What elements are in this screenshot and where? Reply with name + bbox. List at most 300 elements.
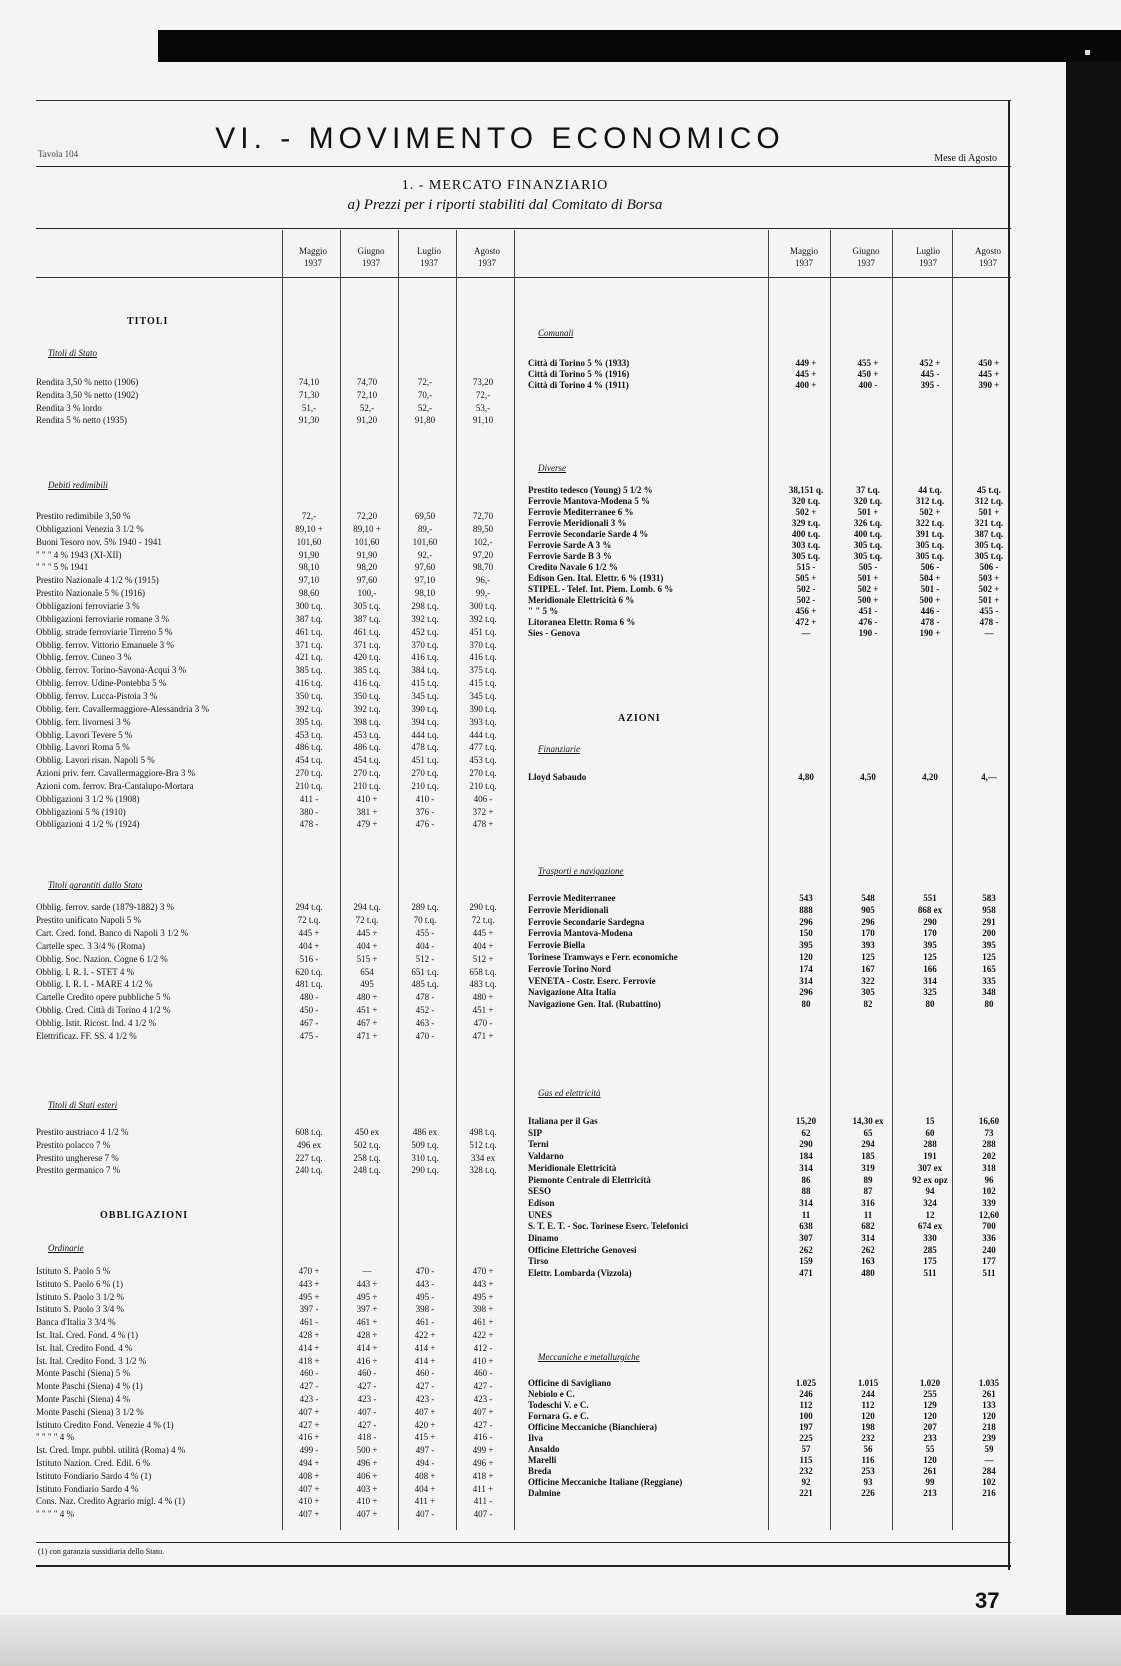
price-cell: 53,- bbox=[475, 402, 491, 413]
price-cell: 481 t.q. bbox=[295, 979, 323, 990]
price-cell: 416 t.q. bbox=[295, 678, 323, 688]
price-cell: 210 t.q. bbox=[295, 780, 323, 791]
price-cell: 495 + bbox=[298, 1291, 320, 1302]
row-label: Breda bbox=[528, 1466, 552, 1476]
row-label: Rendita 3,50 % netto (1906) bbox=[36, 377, 139, 387]
price-cell: 505 + bbox=[795, 573, 817, 583]
price-cell: 72,- bbox=[301, 511, 317, 521]
row-label: Ist. Ital. Cred. Fond. 4 % (1) bbox=[36, 1330, 138, 1340]
price-cell: 96,- bbox=[475, 575, 491, 586]
right-col-header: Luglio 1937 bbox=[916, 246, 940, 268]
price-cell: 486 t.q. bbox=[295, 742, 323, 753]
price-cell: 60 bbox=[925, 1127, 935, 1138]
price-cell: 310 t.q. bbox=[411, 1152, 439, 1163]
table-row bbox=[528, 378, 1020, 392]
table-row bbox=[36, 1016, 516, 1030]
table-row bbox=[36, 926, 516, 940]
table-row bbox=[36, 805, 516, 819]
price-cell: 443 + bbox=[472, 1278, 494, 1289]
table-row bbox=[36, 753, 516, 767]
price-cell: 387 t.q. bbox=[295, 613, 323, 624]
price-cell: 905 bbox=[861, 904, 875, 915]
price-cell: 497 - bbox=[415, 1445, 435, 1456]
table-row bbox=[36, 952, 516, 966]
price-cell: 443 + bbox=[298, 1278, 320, 1289]
row-label: Monte Paschi (Siena) 3 1/2 % bbox=[36, 1406, 144, 1417]
row-label: Istituto Credito Fond. Venezie 4 % (1) bbox=[36, 1419, 174, 1430]
row-label: Obblig. ferr. livornesi 3 % bbox=[36, 716, 131, 727]
row-label: Azioni com. ferrov. Bra-Cantalupo-Mortara bbox=[36, 780, 194, 791]
price-cell: 385 t.q. bbox=[295, 665, 323, 676]
price-cell: 460 - bbox=[299, 1368, 319, 1379]
month-label: Mese di Agosto bbox=[934, 153, 997, 164]
price-cell: 868 ex bbox=[917, 904, 943, 915]
price-cell: 427 - bbox=[415, 1381, 435, 1392]
price-cell: 91,80 bbox=[414, 415, 436, 426]
price-cell: 499 + bbox=[472, 1445, 494, 1456]
table-row bbox=[36, 965, 516, 979]
price-cell: 88 bbox=[801, 1186, 811, 1197]
row-label: Cartelle spec. 3 3/4 % (Roma) bbox=[36, 940, 145, 951]
price-cell: 480 bbox=[861, 1268, 875, 1279]
price-cell: — bbox=[984, 628, 994, 638]
price-cell: 80 bbox=[984, 999, 994, 1010]
price-cell: 411 + bbox=[472, 1483, 494, 1494]
left-col-header: Giugno 1937 bbox=[357, 246, 385, 268]
price-cell: 322 bbox=[861, 975, 875, 986]
price-cell: 101,60 bbox=[296, 536, 322, 547]
price-cell: 499 - bbox=[299, 1445, 319, 1456]
price-cell: 175 bbox=[923, 1256, 937, 1267]
price-cell: 324 bbox=[923, 1197, 937, 1208]
price-cell: 305 t.q. bbox=[974, 540, 1004, 550]
price-cell: 92 bbox=[801, 1477, 811, 1487]
price-cell: 98,20 bbox=[356, 562, 378, 573]
price-cell: 415 t.q. bbox=[411, 678, 439, 688]
price-cell: 483 t.q. bbox=[469, 979, 497, 990]
row-label: Ist. Ital. Credito Fond. 4 % bbox=[36, 1342, 133, 1353]
row-label: Obblig. Soc. Nazion. Cogne 6 1/2 % bbox=[36, 953, 168, 964]
price-cell: 322 t.q. bbox=[915, 518, 945, 528]
price-cell: 239 bbox=[982, 1433, 996, 1443]
group-title: Ordinarie bbox=[48, 1243, 84, 1253]
price-cell: 15,20 bbox=[795, 1116, 817, 1126]
price-cell: 418 - bbox=[357, 1432, 377, 1443]
price-cell: 72,20 bbox=[356, 511, 378, 521]
header-bottom-rule bbox=[36, 277, 1011, 278]
table-row bbox=[36, 990, 516, 1004]
row-label: Obblig. ferrov. Cuneo 3 % bbox=[36, 652, 132, 663]
price-cell: 496 + bbox=[472, 1458, 494, 1468]
price-cell: 52,- bbox=[359, 402, 375, 413]
row-label: Meridionale Elettricità 6 % bbox=[528, 595, 635, 605]
price-cell: 72 t.q. bbox=[297, 914, 321, 925]
obbligazioni-heading: OBBLIGAZIONI bbox=[100, 1210, 189, 1221]
row-label: Obblig. ferr. Cavallermaggiore-Alessandria 3 % bbox=[36, 703, 209, 714]
group-title: Finanziarie bbox=[538, 744, 580, 754]
price-cell: 96 bbox=[984, 1174, 994, 1185]
price-cell: 74,70 bbox=[356, 377, 378, 387]
price-cell: 551 bbox=[923, 893, 937, 903]
row-label: Elettrificaz. FF. SS. 4 1/2 % bbox=[36, 1031, 137, 1041]
price-cell: 102 bbox=[982, 1186, 996, 1197]
price-cell: 404 + bbox=[472, 940, 494, 951]
price-cell: 72,- bbox=[475, 389, 491, 400]
price-cell: 91,20 bbox=[356, 415, 378, 426]
price-cell: 450 - bbox=[299, 1005, 319, 1016]
price-cell: 427 - bbox=[357, 1381, 377, 1392]
price-cell: 285 bbox=[923, 1244, 937, 1255]
row-label: Ferrovie Biella bbox=[528, 940, 586, 951]
price-cell: 476 - bbox=[415, 819, 435, 830]
price-cell: 375 t.q. bbox=[469, 665, 497, 676]
price-cell: 305 t.q. bbox=[853, 551, 883, 561]
price-cell: 233 bbox=[923, 1433, 937, 1443]
price-cell: 494 + bbox=[298, 1458, 320, 1468]
price-cell: 443 + bbox=[356, 1278, 378, 1289]
price-cell: 221 bbox=[799, 1488, 813, 1498]
price-cell: 397 - bbox=[299, 1304, 319, 1315]
price-cell: 51,- bbox=[301, 402, 317, 413]
price-cell: 1.020 bbox=[919, 1378, 941, 1388]
price-cell: — bbox=[362, 1266, 372, 1276]
price-cell: 495 - bbox=[415, 1291, 435, 1302]
price-cell: 336 bbox=[982, 1233, 996, 1243]
price-cell: 471 + bbox=[472, 1031, 494, 1041]
price-cell: 102,- bbox=[473, 536, 493, 547]
row-label: Prestito unificato Napoli 5 % bbox=[36, 914, 141, 925]
price-cell: 428 + bbox=[356, 1330, 378, 1340]
row-label: Meridionale Elettricità bbox=[528, 1162, 617, 1173]
price-cell: 410 + bbox=[298, 1496, 320, 1507]
row-label: " " " " 4 % bbox=[36, 1432, 74, 1443]
price-cell: 450 + bbox=[978, 358, 1000, 368]
price-cell: 73 bbox=[984, 1127, 994, 1138]
price-cell: 455 - bbox=[415, 927, 435, 938]
price-cell: 475 - bbox=[299, 1031, 319, 1041]
price-cell: 91,30 bbox=[298, 415, 320, 426]
price-cell: 120 bbox=[982, 1411, 996, 1421]
price-cell: 496 + bbox=[356, 1458, 378, 1468]
price-cell: 305 t.q. bbox=[974, 551, 1004, 561]
row-label: Monte Paschi (Siena) 4 % bbox=[36, 1394, 130, 1404]
price-cell: 420 + bbox=[414, 1419, 436, 1430]
price-cell: 325 bbox=[923, 987, 937, 998]
price-cell: 500 + bbox=[356, 1445, 378, 1456]
price-cell: 511 bbox=[923, 1268, 937, 1279]
price-cell: 502 + bbox=[857, 584, 879, 594]
row-label: Obbligazioni ferroviarie romane 3 % bbox=[36, 613, 169, 624]
price-cell: 415 + bbox=[414, 1432, 436, 1443]
price-cell: 427 - bbox=[299, 1381, 319, 1392]
row-label: Cons. Naz. Credito Agrario migl. 4 % (1) bbox=[36, 1496, 185, 1507]
price-cell: 478 t.q. bbox=[411, 742, 439, 753]
price-cell: 248 t.q. bbox=[353, 1165, 381, 1176]
price-cell: 395 - bbox=[920, 379, 940, 390]
table-row bbox=[528, 1266, 1020, 1280]
price-cell: 682 bbox=[861, 1221, 875, 1232]
row-label: " " " 5 % 1941 bbox=[36, 562, 89, 573]
price-cell: 314 bbox=[923, 975, 937, 986]
price-cell: 112 bbox=[861, 1400, 875, 1410]
price-cell: 380 - bbox=[299, 806, 319, 817]
row-label: Todeschi V. e C. bbox=[528, 1400, 589, 1410]
price-cell: 414 + bbox=[414, 1342, 436, 1353]
price-cell: 416 + bbox=[356, 1355, 378, 1366]
price-cell: 400 t.q. bbox=[853, 529, 883, 539]
price-cell: 501 - bbox=[920, 584, 940, 594]
price-cell: 92 ex opz bbox=[912, 1174, 948, 1185]
azioni-heading: AZIONI bbox=[618, 713, 661, 724]
price-cell: 418 + bbox=[472, 1470, 494, 1481]
price-cell: 516 - bbox=[299, 953, 319, 964]
price-cell: 392 t.q. bbox=[411, 613, 439, 624]
price-cell: 385 t.q. bbox=[353, 665, 381, 676]
table-row bbox=[36, 560, 516, 574]
price-cell: 290 t.q. bbox=[411, 1165, 439, 1176]
price-cell: 472 + bbox=[795, 617, 817, 627]
price-cell: 11 bbox=[801, 1209, 811, 1220]
price-cell: 305 bbox=[861, 987, 875, 998]
table-row bbox=[36, 676, 516, 690]
price-cell: 501 + bbox=[978, 595, 1000, 605]
page-number: 37 bbox=[975, 1588, 1000, 1613]
price-cell: 503 + bbox=[978, 573, 1000, 583]
price-cell: 102 bbox=[982, 1477, 996, 1487]
right-col-header: Giugno 1937 bbox=[852, 246, 880, 268]
price-cell: 390 t.q. bbox=[411, 703, 439, 714]
price-cell: 479 + bbox=[356, 819, 378, 830]
group-title: Diverse bbox=[538, 463, 566, 473]
price-cell: 262 bbox=[799, 1244, 813, 1255]
table-row bbox=[36, 1507, 516, 1521]
row-label: Obblig. ferrov. Udine-Pontebba 5 % bbox=[36, 678, 167, 688]
price-cell: 92,- bbox=[417, 549, 433, 560]
price-cell: 72 t.q. bbox=[355, 914, 379, 925]
table-row bbox=[528, 626, 1020, 640]
price-cell: 314 bbox=[799, 975, 813, 986]
row-label: Città di Torino 5 % (1916) bbox=[528, 368, 630, 379]
price-cell: 506 - bbox=[979, 562, 999, 572]
price-cell: 246 bbox=[799, 1389, 813, 1399]
price-cell: 294 bbox=[861, 1139, 875, 1150]
row-label: Obbligazioni Venezia 3 1/2 % bbox=[36, 523, 144, 534]
row-label: Prestito ungherese 7 % bbox=[36, 1152, 119, 1163]
row-label: Ist. Cred. Impr. pubbl. utilità (Roma) 4 % bbox=[36, 1445, 186, 1456]
price-cell: 80 bbox=[925, 999, 935, 1010]
price-cell: 548 bbox=[861, 893, 875, 903]
price-cell: 404 + bbox=[298, 940, 320, 951]
price-cell: 56 bbox=[863, 1444, 873, 1454]
row-label: Ansaldo bbox=[528, 1444, 560, 1454]
row-label: Officine Meccaniche (Bianchiera) bbox=[528, 1422, 657, 1432]
price-cell: 408 + bbox=[414, 1470, 436, 1481]
row-label: Rendita 5 % netto (1935) bbox=[36, 415, 127, 426]
price-cell: 451 t.q. bbox=[411, 755, 439, 766]
table-row bbox=[36, 413, 516, 427]
price-cell: 150 bbox=[799, 928, 813, 939]
row-label: Obblig. ferrov. Lucca-Pistoia 3 % bbox=[36, 690, 158, 701]
table-row bbox=[528, 997, 1020, 1011]
price-cell: 423 - bbox=[299, 1394, 319, 1404]
price-cell: 298 t.q. bbox=[411, 601, 439, 611]
price-cell: 70 t.q. bbox=[413, 914, 437, 925]
price-cell: 407 - bbox=[415, 1509, 435, 1520]
price-cell: 470 + bbox=[298, 1266, 320, 1276]
row-label: Cart. Cred. fond. Banco di Napoli 3 1/2 % bbox=[36, 927, 189, 938]
price-cell: 57 bbox=[801, 1444, 811, 1454]
price-cell: 445 + bbox=[356, 927, 378, 938]
price-cell: 411 - bbox=[473, 1496, 493, 1507]
price-cell: 452 + bbox=[919, 358, 941, 368]
price-cell: 461 - bbox=[299, 1317, 319, 1328]
titoli-heading: TITOLI bbox=[127, 316, 169, 327]
price-cell: 608 t.q. bbox=[295, 1127, 323, 1137]
price-cell: 190 + bbox=[919, 628, 941, 638]
row-label: UNES bbox=[528, 1209, 553, 1220]
column-divider bbox=[952, 230, 953, 1530]
price-cell: 416 t.q. bbox=[469, 652, 497, 663]
price-cell: 418 + bbox=[298, 1355, 320, 1366]
price-cell: 407 + bbox=[414, 1406, 436, 1417]
price-cell: 454 t.q. bbox=[353, 755, 381, 766]
price-cell: 314 bbox=[799, 1162, 813, 1173]
price-cell: 387 t.q. bbox=[974, 529, 1004, 539]
price-cell: 390 t.q. bbox=[469, 703, 497, 714]
price-cell: 284 bbox=[982, 1466, 996, 1476]
price-cell: 82 bbox=[863, 999, 873, 1010]
price-cell: 15 bbox=[925, 1116, 935, 1126]
price-cell: 455 + bbox=[857, 358, 879, 368]
price-cell: 321 t.q. bbox=[974, 518, 1004, 528]
price-cell: 416 + bbox=[298, 1432, 320, 1443]
price-cell: 191 bbox=[923, 1151, 937, 1162]
price-cell: 305 t.q. bbox=[915, 551, 945, 561]
row-label: Ferrovie Torino Nord bbox=[528, 963, 611, 974]
price-cell: 495 bbox=[360, 979, 374, 990]
top-rule bbox=[36, 100, 1011, 101]
price-cell: 460 - bbox=[357, 1368, 377, 1379]
group-title: Meccaniche e metallurgiche bbox=[538, 1352, 640, 1362]
row-label: Istituto S. Paolo 3 3/4 % bbox=[36, 1304, 125, 1315]
price-cell: 240 bbox=[982, 1244, 996, 1255]
price-cell: 112 bbox=[799, 1400, 813, 1410]
price-cell: 16,60 bbox=[978, 1116, 1000, 1126]
column-divider bbox=[768, 230, 769, 1530]
row-label: Ferrovie Meridionali bbox=[528, 904, 609, 915]
price-cell: 397 + bbox=[356, 1304, 378, 1315]
price-cell: 404 + bbox=[414, 1483, 436, 1494]
price-cell: 391 t.q. bbox=[915, 529, 945, 539]
price-cell: 511 bbox=[982, 1268, 996, 1279]
price-cell: 500 + bbox=[857, 595, 879, 605]
price-cell: 320 t.q. bbox=[791, 496, 821, 506]
price-cell: 348 bbox=[982, 987, 996, 998]
row-label: Obbligazioni ferroviarie 3 % bbox=[36, 601, 140, 611]
price-cell: 328 t.q. bbox=[469, 1165, 497, 1176]
row-label: Istituto S. Paolo 6 % (1) bbox=[36, 1278, 123, 1289]
price-cell: 177 bbox=[982, 1256, 996, 1267]
price-cell: 44 t.q. bbox=[918, 485, 942, 495]
price-cell: 398 t.q. bbox=[353, 716, 381, 727]
price-cell: 120 bbox=[923, 1411, 937, 1421]
price-cell: 404 - bbox=[415, 940, 435, 951]
price-cell: 408 + bbox=[298, 1470, 320, 1481]
row-label: Ilva bbox=[528, 1433, 544, 1443]
price-cell: 453 t.q. bbox=[353, 729, 381, 740]
price-cell: 307 ex bbox=[917, 1162, 943, 1173]
price-cell: 165 bbox=[982, 963, 996, 974]
price-cell: 89,10 + bbox=[353, 523, 381, 534]
price-cell: 445 - bbox=[920, 368, 940, 379]
price-cell: 334 ex bbox=[470, 1152, 496, 1163]
price-cell: 38,151 q. bbox=[788, 485, 824, 495]
row-label: Istituto S. Paolo 5 % bbox=[36, 1266, 111, 1276]
price-cell: 166 bbox=[923, 963, 937, 974]
price-cell: 451 + bbox=[356, 1005, 378, 1016]
price-cell: 390 + bbox=[978, 379, 1000, 390]
scan-speck bbox=[1085, 50, 1090, 55]
price-cell: 270 t.q. bbox=[353, 768, 381, 778]
price-cell: 467 + bbox=[356, 1018, 378, 1029]
row-label: Obblig. Lavori Tevere 5 % bbox=[36, 729, 133, 740]
price-cell: 406 + bbox=[356, 1470, 378, 1481]
row-label: Obblig. Lavori Roma 5 % bbox=[36, 742, 130, 753]
price-cell: 216 bbox=[982, 1488, 996, 1498]
price-cell: 1.035 bbox=[978, 1378, 1000, 1388]
price-cell: 4,20 bbox=[922, 772, 938, 782]
price-cell: 94 bbox=[925, 1186, 935, 1197]
row-label: Ferrovie Mantova-Modena 5 % bbox=[528, 496, 651, 506]
price-cell: 504 + bbox=[919, 573, 941, 583]
row-label: Nebiolo e C. bbox=[528, 1389, 575, 1399]
price-cell: 700 bbox=[982, 1221, 996, 1232]
price-cell: 330 bbox=[923, 1233, 937, 1243]
section-title: 1. - MERCATO FINANZIARIO bbox=[401, 178, 609, 193]
price-cell: 98,60 bbox=[298, 588, 320, 599]
price-cell: 240 t.q. bbox=[295, 1165, 323, 1176]
price-cell: 305 t.q. bbox=[353, 601, 381, 611]
row-label: Monte Paschi (Siena) 4 % (1) bbox=[36, 1381, 143, 1392]
price-cell: 422 + bbox=[414, 1330, 436, 1340]
price-cell: 674 ex bbox=[917, 1221, 943, 1232]
price-cell: 93 bbox=[863, 1477, 873, 1487]
price-cell: 71,30 bbox=[298, 389, 320, 400]
price-cell: 470 + bbox=[472, 1266, 494, 1276]
price-cell: 445 + bbox=[298, 927, 320, 938]
price-cell: 506 - bbox=[920, 562, 940, 572]
scan-right-band bbox=[1066, 62, 1121, 1666]
price-cell: 410 + bbox=[356, 1496, 378, 1507]
price-cell: 339 bbox=[982, 1197, 996, 1208]
price-cell: 407 + bbox=[472, 1406, 494, 1417]
price-cell: 345 t.q. bbox=[411, 690, 439, 701]
price-cell: 407 + bbox=[298, 1509, 320, 1520]
table-row bbox=[36, 817, 516, 831]
group-title: Debiti redimibili bbox=[48, 480, 108, 490]
price-cell: 125 bbox=[982, 952, 996, 962]
price-cell: 395 bbox=[982, 940, 996, 951]
price-cell: 255 bbox=[923, 1389, 937, 1399]
row-label: Valdarno bbox=[528, 1151, 564, 1162]
table-row bbox=[36, 638, 516, 652]
price-cell: 101,60 bbox=[412, 536, 438, 547]
price-cell: 583 bbox=[982, 893, 996, 903]
column-divider bbox=[892, 230, 893, 1530]
price-cell: 270 t.q. bbox=[469, 768, 497, 778]
price-cell: 381 + bbox=[356, 806, 378, 817]
price-cell: 167 bbox=[861, 963, 875, 974]
